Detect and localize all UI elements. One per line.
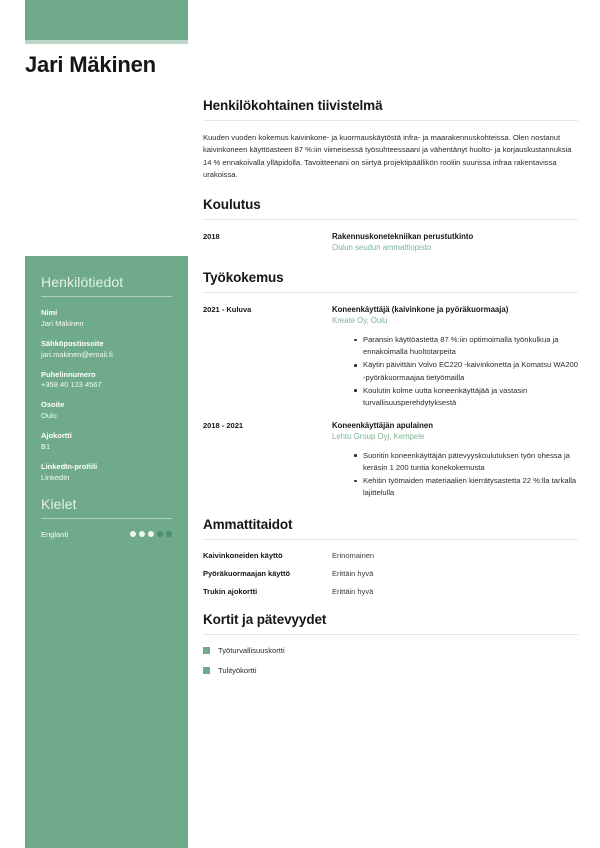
entry-body <box>332 304 578 410</box>
section-certificates <box>203 612 578 675</box>
section-title-education: Koulutus <box>203 197 261 213</box>
sidebar-divider-languages <box>41 518 172 519</box>
sidebar-language-list <box>41 530 172 539</box>
skill-name: Kaivinkoneiden käyttö <box>203 550 283 560</box>
entry-row <box>203 304 578 410</box>
skill-row <box>203 551 578 560</box>
section-title-experience: Työkokemus <box>203 270 284 286</box>
sidebar-field-value: B1 <box>41 441 51 451</box>
summary-text: Kuuden vuoden kokemus kaivinkone- ja kuormauskäytöstä infra- ja maarakennuskohteissa. Olen nostanut kaivinkoneen käyttöasteen 87 %:iin viimeisessä työsuhteessaani ja vähentänyt huolto- ja korjauskustannuksia 14 % ennakoivalla ylläpidolla. Tavoitteenani on siirtyä projektipäällikön rooliin suurissa infraa rakentavissa urakoissa. <box>203 133 572 179</box>
sidebar-field <box>41 339 172 361</box>
entry-bullet-list <box>332 450 578 500</box>
certificate-label: Tulityökortti <box>218 665 257 675</box>
entry-row <box>203 420 578 501</box>
section-rule <box>203 292 578 293</box>
header-accent-underline <box>25 40 188 44</box>
language-level-dot <box>166 531 172 537</box>
entry-row <box>203 231 578 254</box>
entry-subtitle: Kreate Oy, Oulu <box>332 316 388 326</box>
entry-date: 2018 <box>203 231 220 241</box>
experience-entry-list <box>203 304 578 500</box>
main-content <box>203 98 578 691</box>
sidebar-field-value: Jari Mäkinen <box>41 318 84 328</box>
skill-row <box>203 569 578 578</box>
section-title-certificates: Kortit ja pätevyydet <box>203 611 327 627</box>
sidebar-field <box>41 431 172 453</box>
entry-body <box>332 231 578 254</box>
sidebar-field-label: Ajokortti <box>41 431 72 440</box>
entry-date: 2021 - Kuluva <box>203 304 252 314</box>
square-bullet-icon <box>203 647 210 654</box>
entry-subtitle: Lehto Group Oyj, Kempele <box>332 432 425 442</box>
entry-bullet: Koulutin kolme uutta koneenkäyttäjää ja vastasin turvallisuusperehdytyksestä <box>354 385 578 409</box>
section-title-skills: Ammattitaidot <box>203 516 293 532</box>
skill-level: Erittäin hyvä <box>332 568 374 578</box>
sidebar-field <box>41 308 172 330</box>
sidebar-field-value: LinkedIn <box>41 472 70 482</box>
sidebar <box>25 256 188 848</box>
page-title: Jari Mäkinen <box>25 52 156 77</box>
sidebar-field-label: Sähköpostiosoite <box>41 338 104 348</box>
section-rule <box>203 634 578 635</box>
language-name: Englanti <box>41 529 69 539</box>
sidebar-field-label: LinkedIn-profiili <box>41 461 98 471</box>
certificate-row <box>203 646 578 655</box>
sidebar-heading-languages: Kielet <box>41 495 77 512</box>
certificate-row <box>203 666 578 675</box>
section-skills <box>203 517 578 596</box>
sidebar-heading-personal-info: Henkilötiedot <box>41 274 124 290</box>
entry-title: Koneenkäyttäjä (kaivinkone ja pyöräkuormaaja) <box>332 305 509 315</box>
section-rule <box>203 120 578 121</box>
entry-date: 2018 - 2021 <box>203 420 244 430</box>
entry-bullet: Käytin päivittäin Volvo EC220 -kaivinkonetta ja Komatsu WA200 -pyöräkuormaajaa tietyömailla <box>354 359 578 383</box>
entry-subtitle: Oulun seudun ammattiopisto <box>332 243 432 253</box>
sidebar-field-value: +358 40 123 4567 <box>41 380 102 390</box>
section-rule <box>203 219 578 220</box>
entry-bullet: Suoritin koneenkäyttäjän pätevyyskoulutuksen työn ohessa ja keräsin 1 200 tuntia konekokemusta <box>354 450 578 474</box>
skills-list <box>203 551 578 596</box>
section-education <box>203 197 578 254</box>
sidebar-divider <box>41 296 172 297</box>
section-title-summary: Henkilökohtainen tiivistelmä <box>203 98 383 113</box>
skill-name: Pyöräkuormaajan käyttö <box>203 568 291 578</box>
language-level-dot <box>148 531 154 537</box>
entry-bullet: Kehitin työmaiden materiaalien kierrätysastetta 22 %:lla tarkalla lajittelulla <box>354 475 578 499</box>
sidebar-field <box>41 462 172 484</box>
entry-title: Koneenkäyttäjän apulainen <box>332 421 433 430</box>
section-experience <box>203 270 578 500</box>
language-level-dot <box>139 531 145 537</box>
sidebar-personal-info-list <box>41 308 172 484</box>
sidebar-field <box>41 370 172 392</box>
entry-bullet: Paransin käyttöastetta 87 %:iin optimoimalla työnkulkua ja ennakoimalla huoltotarpeita <box>354 334 578 358</box>
section-summary <box>203 98 578 181</box>
certificate-label: Työturvallisuuskortti <box>218 645 285 655</box>
skill-row <box>203 587 578 596</box>
entry-body <box>332 420 578 501</box>
header-accent-bar <box>25 0 188 40</box>
square-bullet-icon <box>203 667 210 674</box>
education-entry-list <box>203 231 578 254</box>
sidebar-field-label: Osoite <box>41 400 65 410</box>
sidebar-field-label: Puhelinnumero <box>41 369 96 379</box>
skill-name: Trukin ajokortti <box>203 586 258 596</box>
language-row <box>41 530 172 539</box>
section-rule <box>203 539 578 540</box>
entry-bullet-list <box>332 334 578 409</box>
sidebar-field-value: Oulu <box>41 411 57 421</box>
entry-title: Rakennuskonetekniikan perustutkinto <box>332 232 474 242</box>
sidebar-field <box>41 400 172 422</box>
sidebar-field-label: Nimi <box>41 308 58 317</box>
language-level-dot <box>130 531 136 537</box>
language-level-dot <box>157 531 163 537</box>
sidebar-field-value: jari.makinen@email.fi <box>41 349 113 359</box>
skill-level: Erittäin hyvä <box>332 586 374 596</box>
skill-level: Erinomainen <box>332 550 375 560</box>
language-level-dots <box>130 531 172 537</box>
certificates-list <box>203 646 578 675</box>
